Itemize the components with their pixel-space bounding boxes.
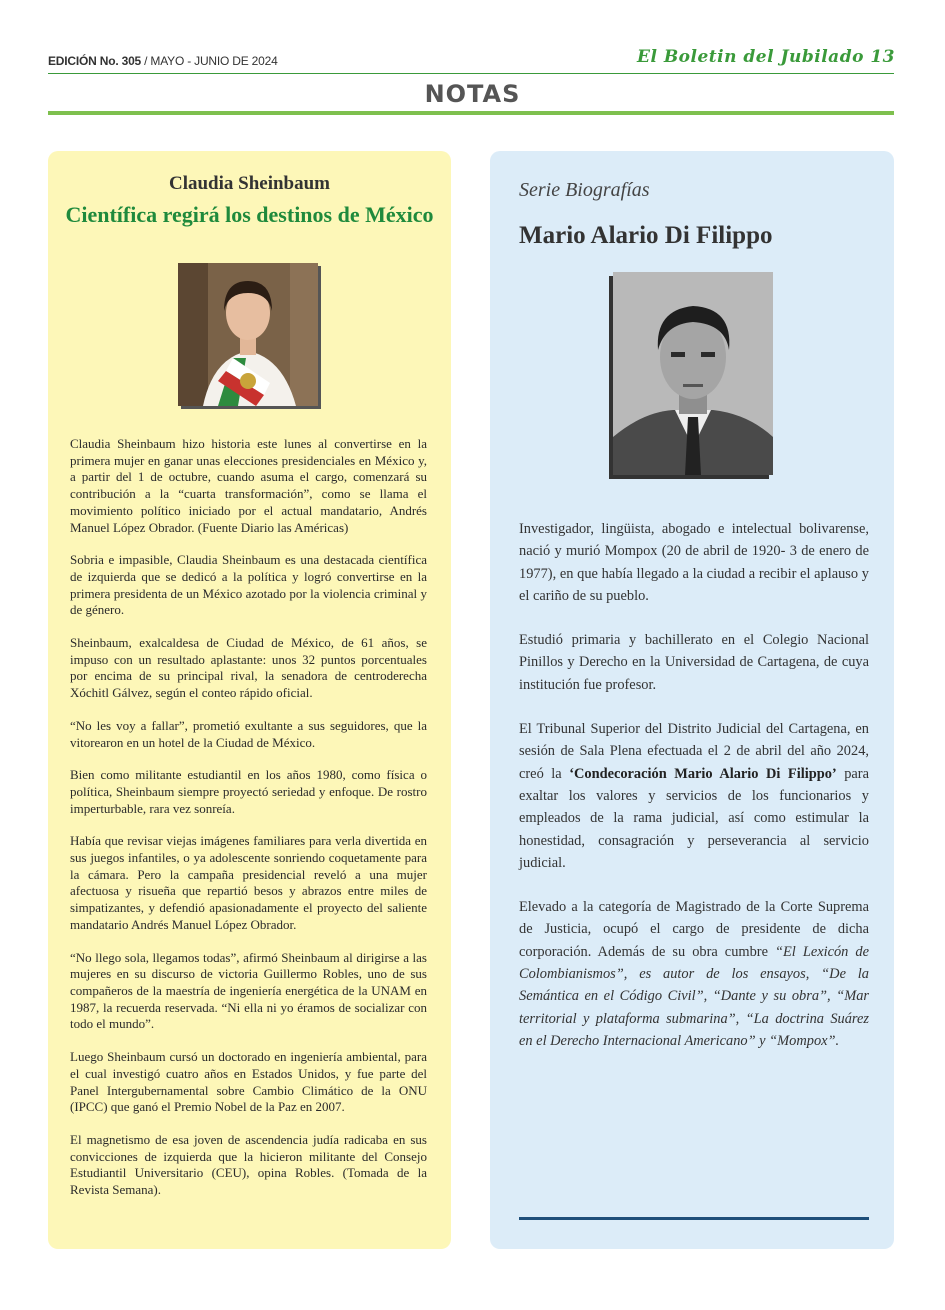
paragraph xyxy=(519,896,869,1052)
header-divider xyxy=(48,73,894,74)
di-filippo-portrait-illustration xyxy=(613,272,773,475)
left-article-subtitle: Científica regirá los destinos de México xyxy=(65,202,434,227)
paragraph: “No llego sola, llegamos todas”, afirmó Sheinbaum al dirigirse a las mujeres en su discurso de victoria Guillermo Robles, uno de sus compañeros de la maestría de ingeniería energética de la UNAM en 1987, la recuerda reservada. “Ni ella ni yo éramos de socializar con todo el mundo”. xyxy=(70,949,427,1032)
decoration-name: ‘Condecoración Mario Alario Di Filippo’ xyxy=(569,765,837,782)
paragraph: Investigador, lingüista, abogado e intelectual bolivarense, nació y murió Mompox (20 de abril de 1920- 3 de enero de 1977), en que había llegado a la ciudad a recibir el aplauso y el cariño de su pueblo. xyxy=(519,521,869,604)
paragraph xyxy=(519,718,869,874)
paragraph: Luego Sheinbaum cursó un doctorado en ingeniería ambiental, para el cual investigó cuatro años en Estados Unidos, y fue parte del Panel Intergubernamental sobre Cambio Climático de la ONU (IPCC) que ganó el Premio Nobel de la Paz en 2007. xyxy=(70,1049,427,1115)
paragraph: Bien como militante estudiantil en los años 1980, como física o política, Sheinbaum siempre proyectó seriedad y enfoque. De rostro imperturbable, rara vez sonreía. xyxy=(70,767,427,816)
edition-number: EDICIÓN No. 305 xyxy=(48,54,142,68)
paragraph: Sobria e impasible, Claudia Sheinbaum es una destacada científica de izquierda que se dedicó a la política y logró convertirse en la primera presidenta de un México azotado por la violencia criminal y de género. xyxy=(70,552,427,618)
paragraph: Estudió primaria y bachillerato en el Colegio Nacional Pinillos y Derecho en la Universidad de Cartagena, de cuya institución fue profesor. xyxy=(519,632,869,693)
right-article-end-rule xyxy=(519,1217,869,1220)
sheinbaum-portrait-illustration xyxy=(178,263,318,406)
paragraph-text: El Tribunal Superior del Distrito Judicial del Cartagena, en sesión de Sala Plena efectuada el 2 de abril del año 2024, creó la xyxy=(519,721,869,782)
edition-date: / MAYO - JUNIO DE 2024 xyxy=(141,54,278,68)
paragraph-text: para exaltar los valores y servicios de los funcionarios y empleados de la rama judicial, así como estimular la honestidad, consagración y perseverancia al servicio judicial. xyxy=(519,765,869,871)
sheinbaum-photo xyxy=(178,263,318,406)
works-list: “El Lexicón de Colombianismos”, es autor de los ensayos, “De la Semántica en el Código Civil”, “Dante y su obra”, “Mar territorial y plataforma submarina”, “La doctrina Suárez en el Derecho Internacional Americano” y “Mompox”. xyxy=(519,943,869,1049)
paragraph-text: Elevado a la categoría de Magistrado de la Corte Suprema de Justicia, ocupó el cargo de presidente de dicha corporación. Además de su obra cumbre xyxy=(519,899,869,960)
right-article-body xyxy=(519,518,869,1074)
publication-title: El Boletin del Jubilado 13 xyxy=(636,47,895,67)
section-divider xyxy=(48,111,894,115)
paragraph: El magnetismo de esa joven de ascendencia judía radicaba en sus convicciones de izquierda que la hicieron militante del Consejo Estudiantil Universitario (CEU), opina Robles. (Tomada de la Revista Semana). xyxy=(70,1131,427,1198)
paragraph: Claudia Sheinbaum hizo historia este lunes al convertirse en la primera mujer en ganar unas elecciones presidenciales en México y, a partir del 1 de octubre, cuando asuma el cargo, comenzará su contribución a la “cuarta transformación”, como se llama el movimiento político iniciado por el actual mandatario, Andrés Manuel López Obrador. (Fuente Diario las Américas) xyxy=(70,436,427,535)
paragraph: “No les voy a fallar”, prometió exultante a sus seguidores, que la vitorearon en un hotel de la Ciudad de México. xyxy=(70,717,427,750)
left-article-body xyxy=(70,436,427,1215)
series-label: Serie Biografías xyxy=(519,179,650,201)
paragraph: Había que revisar viejas imágenes familiares para verla divertida en sus juegos infantiles, o ya adolescente sonriendo coquetamente para la cámara. Pero la campaña presidencial reveló a una mujer afectuosa y risueña que repartió besos y abrazos entre miles de simpatizantes, y defendió apasionadamente el proyecto del saliente mandatario Andrés Manuel López Obrador. xyxy=(70,833,427,932)
right-article-title: Mario Alario Di Filippo xyxy=(519,222,773,249)
paragraph: Sheinbaum, exalcaldesa de Ciudad de México, de 61 años, se impuso con un resultado aplastante: unos 32 puntos porcentuales por encima de su principal rival, la senadora de centroderecha Xóchitl Gálvez, según el conteo rápido oficial. xyxy=(70,635,427,701)
section-title: NOTAS xyxy=(424,80,521,108)
edition-line xyxy=(48,54,278,68)
di-filippo-photo xyxy=(613,272,773,475)
left-article-title: Claudia Sheinbaum xyxy=(168,173,331,194)
